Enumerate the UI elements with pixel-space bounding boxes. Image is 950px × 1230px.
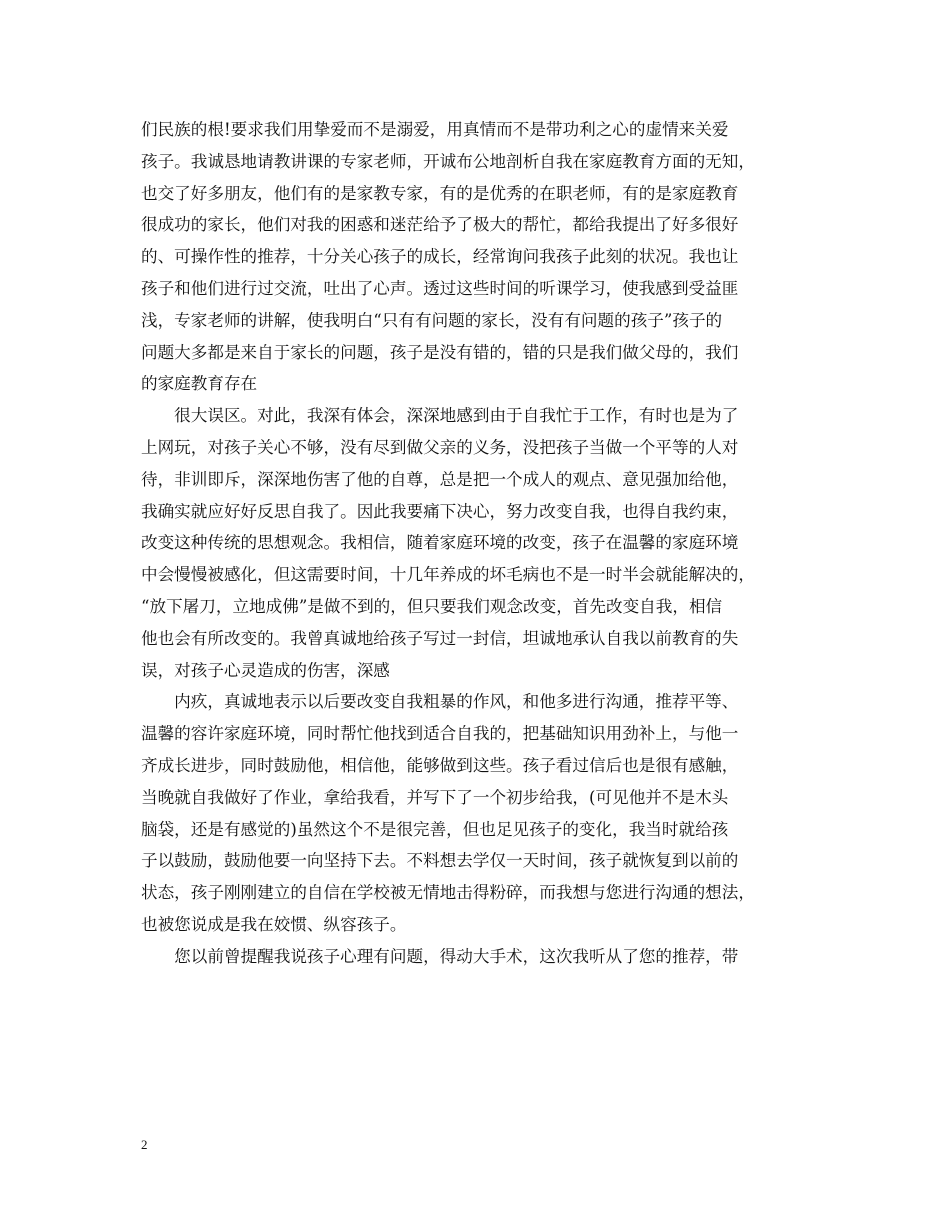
text-line: 很大误区。对此，我深有体会，深深地感到由于自我忙于工作，有时也是为了	[141, 406, 739, 426]
text-line: 也交了好多朋友，他们有的是家教专家，有的是优秀的在职老师，有的是家庭教育	[141, 183, 739, 203]
text-line: 问题大多都是来自于家长的问题，孩子是没有错的，错的只是我们做父母的，我们	[141, 342, 739, 362]
text-line: 们民族的根!要求我们用挚爱而不是溺爱，用真情而不是带功利之心的虚情来关爱	[141, 120, 729, 139]
text-line: 他也会有所改变的。我曾真诚地给孩子写过一封信，坦诚地承认自我以前教育的失	[141, 628, 739, 648]
text-line: 的家庭教育存在	[141, 374, 258, 394]
text-line: 很成功的家长，他们对我的困惑和迷茫给予了极大的帮忙，都给我提出了好多很好	[141, 215, 739, 235]
text-line: 待，非训即斥，深深地伤害了他的自尊，总是把一个成人的观点、意见强加给他，	[141, 469, 739, 489]
text-line: 状态，孩子刚刚建立的自信在学校被无情地击得粉碎，而我想与您进行沟通的想法，	[141, 883, 755, 903]
text-line: 中会慢慢被感化，但这需要时间，十几年养成的坏毛病也不是一时半会就能解决的，	[141, 565, 755, 585]
text-line: 内疚，真诚地表示以后要改变自我粗暴的作风，和他多进行沟通，推荐平等、	[141, 692, 739, 712]
text-line: 脑袋，还是有感觉的)虽然这个不是很完善，但也足见孩子的变化，我当时就给孩	[141, 819, 729, 839]
text-line: 孩子。我诚恳地请教讲课的专家老师，开诚布公地剖析自我在家庭教育方面的无知，	[141, 151, 755, 171]
text-line: 齐成长进步，同时鼓励他，相信他，能够做到这些。孩子看过信后也是很有感触，	[141, 755, 739, 775]
text-line: 当晚就自我做好了作业，拿给我看，并写下了一个初步给我，(可见他并不是木头	[141, 787, 729, 807]
text-line: 也被您说成是我在姣惯、纵容孩子。	[141, 914, 407, 934]
text-line: 子以鼓励，鼓励他要一向坚持下去。不料想去学仅一天时间，孩子就恢复到以前的	[141, 851, 739, 871]
text-line: 的、可操作性的推荐，十分关心孩子的成长，经常询问我孩子此刻的状况。我也让	[141, 247, 739, 267]
text-line: 温馨的容许家庭环境，同时帮忙他找到适合自我的，把基础知识用劲补上，与他一	[141, 724, 739, 744]
text-line: 上网玩，对孩子关心不够，没有尽到做父亲的义务，没把孩子当做一个平等的人对	[141, 437, 739, 457]
document-body	[141, 114, 813, 973]
text-line: 我确实就应好好反思自我了。因此我要痛下决心，努力改变自我，也得自我约束，	[141, 501, 739, 521]
text-line: 误，对孩子心灵造成的伤害，深感	[141, 660, 390, 680]
page-number: 2	[141, 1137, 148, 1152]
text-line: 孩子和他们进行过交流，吐出了心声。透过这些时间的听课学习，使我感到受益匪	[141, 278, 739, 298]
text-line: 改变这种传统的思想观念。我相信，随着家庭环境的改变，孩子在温馨的家庭环境	[141, 533, 739, 553]
text-line: 浅，专家老师的讲解，使我明白“只有有问题的家长，没有有问题的孩子”孩子的	[141, 310, 723, 330]
text-line: 您以前曾提醒我说孩子心理有问题，得动大手术，这次我听从了您的推荐，带	[141, 946, 739, 966]
text-line: “放下屠刀，立地成佛”是做不到的，但只要我们观念改变，首先改变自我，相信	[141, 596, 723, 616]
